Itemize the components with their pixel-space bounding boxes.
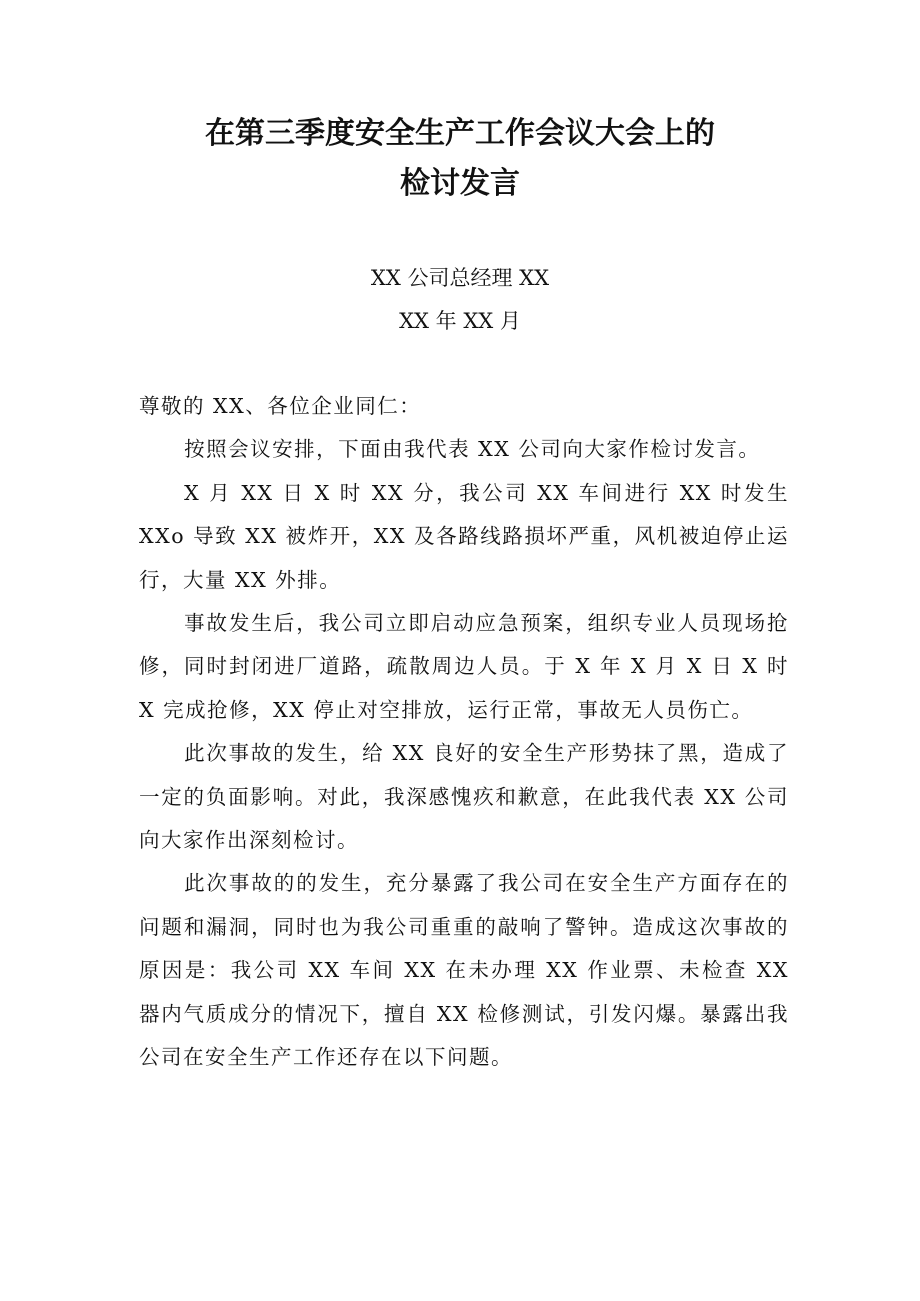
salutation: 尊敬的 XX、各位企业同仁： (139, 394, 422, 418)
document-author: XX 公司总经理 XX (370, 266, 550, 290)
document-date: XX 年 XX 月 (399, 309, 521, 333)
document-body (139, 385, 789, 1080)
paragraph: X 月 XX 日 X 时 XX 分，我公司 XX 车间进行 XX 时发生 XXo 导致 XX 被炸开，XX 及各路线路损坏严重，风机被迫停止运行，大量 XX 外排。 (139, 480, 789, 592)
paragraph: 事故发生后，我公司立即启动应急预案，组织专业人员现场抢修，同时封闭进厂道路，疏散周边人员。于 X 年 X 月 X 日 X 时 X 完成抢修，XX 停止对空排放，运行正常，事故无人员伤亡。 (139, 611, 789, 722)
document-title-line-1: 在第三季度安全生产工作会议大会上的 (205, 116, 715, 151)
paragraph: 此次事故的的发生，充分暴露了我公司在安全生产方面存在的问题和漏洞，同时也为我公司重重的敲响了警钟。造成这次事故的原因是：我公司 XX 车间 XX 在未办理 XX 作业票、未检查 XX 器内气质成分的情况下，擅自 XX 检修测试，引发闪爆。暴露出我公司在安全生产工作还存在以下问题。 (139, 871, 789, 1070)
paragraph: 此次事故的发生，给 XX 良好的安全生产形势抹了黑，造成了一定的负面影响。对此，我深感愧疚和歉意，在此我代表 XX 公司向大家作出深刻检讨。 (139, 741, 789, 853)
document-title-line-2: 检讨发言 (400, 166, 520, 201)
paragraph: 按照会议安排，下面由我代表 XX 公司向大家作检讨发言。 (184, 437, 761, 462)
